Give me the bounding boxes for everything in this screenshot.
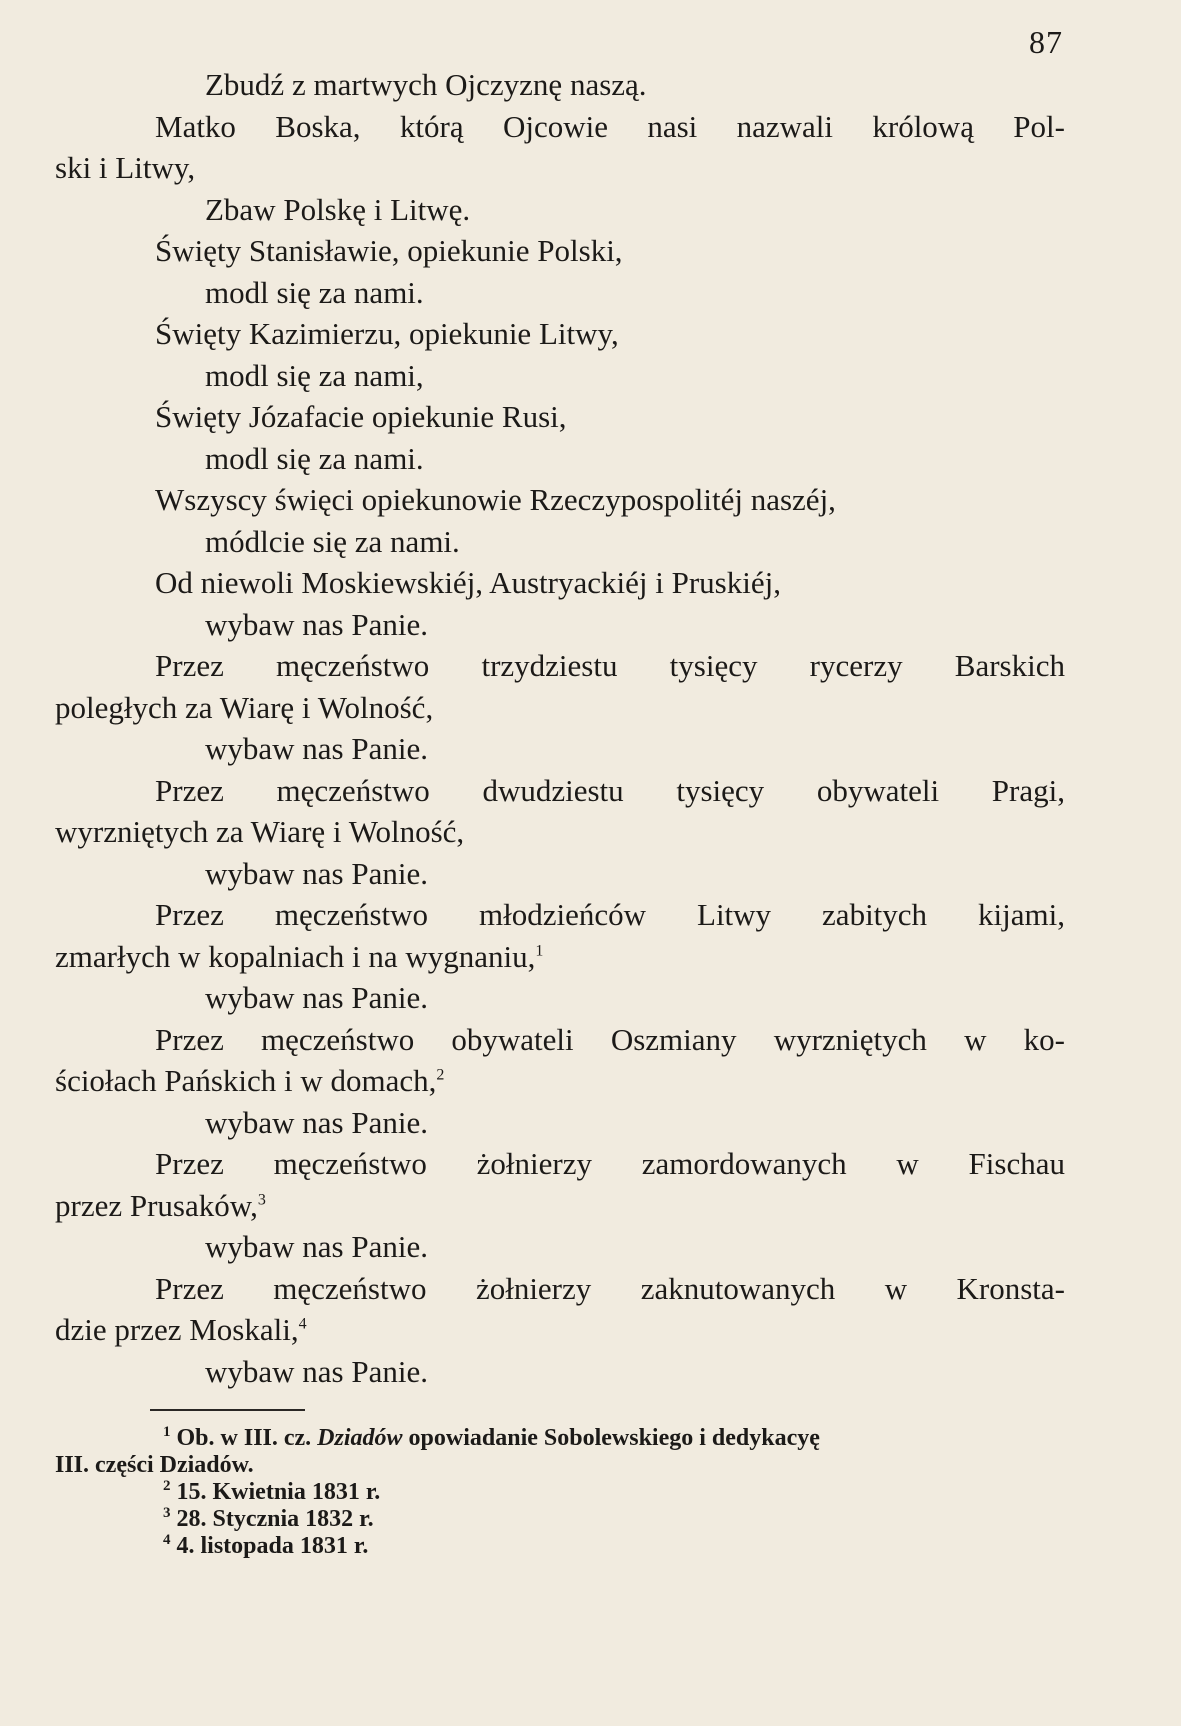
line-text: Zbudź z martwych Ojczyznę naszą.: [205, 67, 647, 102]
footnote-reference: 1: [535, 942, 544, 960]
line-text: Od niewoli Moskiewskiéj, Austryackiéj i Pruskiéj,: [155, 565, 781, 600]
footnote-reference: 3: [257, 1191, 266, 1209]
line-text: Przez męczeństwo żołnierzy zamordowanych w Fischau: [155, 1146, 1065, 1181]
text-line: [55, 438, 1065, 480]
line-text: przez Prusaków,: [55, 1187, 258, 1223]
footnotes: [55, 1425, 1065, 1560]
footnote-text: 4. listopada 1831 r.: [176, 1533, 369, 1559]
text-line: [55, 1226, 1065, 1268]
line-text: wybaw nas Panie.: [205, 1353, 428, 1389]
text-line: [55, 853, 1065, 895]
footnote-rule: [150, 1409, 305, 1411]
line-text: Święty Stanisławie, opiekunie Polski,: [155, 233, 623, 268]
text-line: [55, 521, 1065, 563]
text-line: [55, 562, 1065, 604]
text-line: [55, 272, 1065, 314]
text-line: [55, 1102, 1065, 1144]
text-line: [55, 1060, 1065, 1102]
text-line: [55, 728, 1065, 770]
line-text: wybaw nas Panie.: [205, 1229, 428, 1264]
line-text: modl się za nami.: [205, 440, 424, 476]
page-number: 87: [1029, 24, 1063, 60]
text-line: [55, 1351, 1065, 1393]
footnote-mark: 1: [163, 1424, 171, 1440]
text-line: [55, 189, 1065, 231]
line-text: módlcie się za nami.: [205, 523, 460, 559]
line-text: poległych za Wiarę i Wolność,: [55, 689, 434, 725]
text-line: [55, 936, 1065, 978]
text-line: [55, 313, 1065, 355]
text-line: [55, 645, 1065, 687]
footnote-2: [55, 1479, 1065, 1506]
footnote-mark: 2: [163, 1478, 171, 1494]
footnote-text: 28. Stycznia 1832 r.: [176, 1506, 374, 1532]
footnote-reference: 2: [436, 1066, 445, 1084]
line-text: wybaw nas Panie.: [205, 731, 428, 766]
line-text: wybaw nas Panie.: [205, 980, 428, 1015]
line-text: zmarłych w kopalniach i na wygnaniu,: [55, 938, 536, 974]
line-text: modl się za nami.: [205, 274, 424, 310]
footnote-1-continued: III. części Dziadów.: [55, 1452, 254, 1478]
line-text: Przez męczeństwo obywateli Oszmiany wyrzniętych w ko-: [155, 1021, 1065, 1057]
line-text: Przez męczeństwo młodzieńców Litwy zabitych kijami,: [155, 897, 1065, 932]
line-text: Przez męczeństwo dwudziestu tysięcy obywateli Pragi,: [155, 772, 1065, 808]
line-text: wyrzniętych za Wiarę i Wolność,: [55, 814, 465, 849]
line-text: Przez męczeństwo żołnierzy zaknutowanych w Kronsta-: [155, 1270, 1065, 1306]
line-text: Matko Boska, którą Ojcowie nasi nazwali królową Pol-: [155, 108, 1065, 144]
text-line: [55, 230, 1065, 272]
footnote-mark: 4: [163, 1532, 171, 1548]
text-line: [55, 687, 1065, 729]
text-line: [55, 1019, 1065, 1061]
text-line: [55, 479, 1065, 521]
footnote-mark: 3: [163, 1505, 171, 1521]
line-text: Święty Józafacie opiekunie Rusi,: [155, 399, 567, 434]
line-text: modl się za nami,: [205, 357, 424, 393]
text-line: [55, 604, 1065, 646]
text-line: [55, 894, 1065, 936]
text-line: [55, 396, 1065, 438]
footnote-3: [55, 1506, 1065, 1533]
footnote-text: Ob. w III. cz.: [176, 1425, 318, 1451]
text-line: [55, 811, 1065, 853]
text-line: [55, 1309, 1065, 1351]
text-line: [55, 106, 1065, 148]
text-line: [55, 1185, 1065, 1227]
line-text: ski i Litwy,: [55, 150, 196, 185]
line-text: dzie przez Moskali,: [55, 1312, 299, 1347]
text-line: [55, 1143, 1065, 1185]
line-text: Zbaw Polskę i Litwę.: [205, 191, 471, 227]
line-text: Święty Kazimierzu, opiekunie Litwy,: [155, 316, 619, 351]
footnote-1: [55, 1425, 1065, 1452]
footnote-italic: Dziadów: [317, 1425, 403, 1451]
text-line: [55, 977, 1065, 1019]
text-line: [55, 147, 1065, 189]
line-text: Wszyscy święci opiekunowie Rzeczypospolitéj naszéj,: [155, 482, 836, 517]
footnote-reference: 4: [298, 1315, 307, 1333]
line-text: wybaw nas Panie.: [205, 855, 428, 891]
line-text: ściołach Pańskich i w domach,: [55, 1063, 437, 1098]
footnote-text: 15. Kwietnia 1831 r.: [176, 1479, 381, 1505]
text-line: [55, 1268, 1065, 1310]
line-text: wybaw nas Panie.: [205, 606, 428, 642]
footnote-text: opowiadanie Sobolewskiego i dedykacyę: [402, 1425, 820, 1451]
line-text: Przez męczeństwo trzydziestu tysięcy rycerzy Barskich: [155, 648, 1065, 683]
text-line: [55, 355, 1065, 397]
text-line: [55, 770, 1065, 812]
text-line: [55, 64, 1065, 106]
line-text: wybaw nas Panie.: [205, 1104, 428, 1140]
footnote-4: [55, 1533, 1065, 1560]
main-text: [55, 64, 1065, 1392]
